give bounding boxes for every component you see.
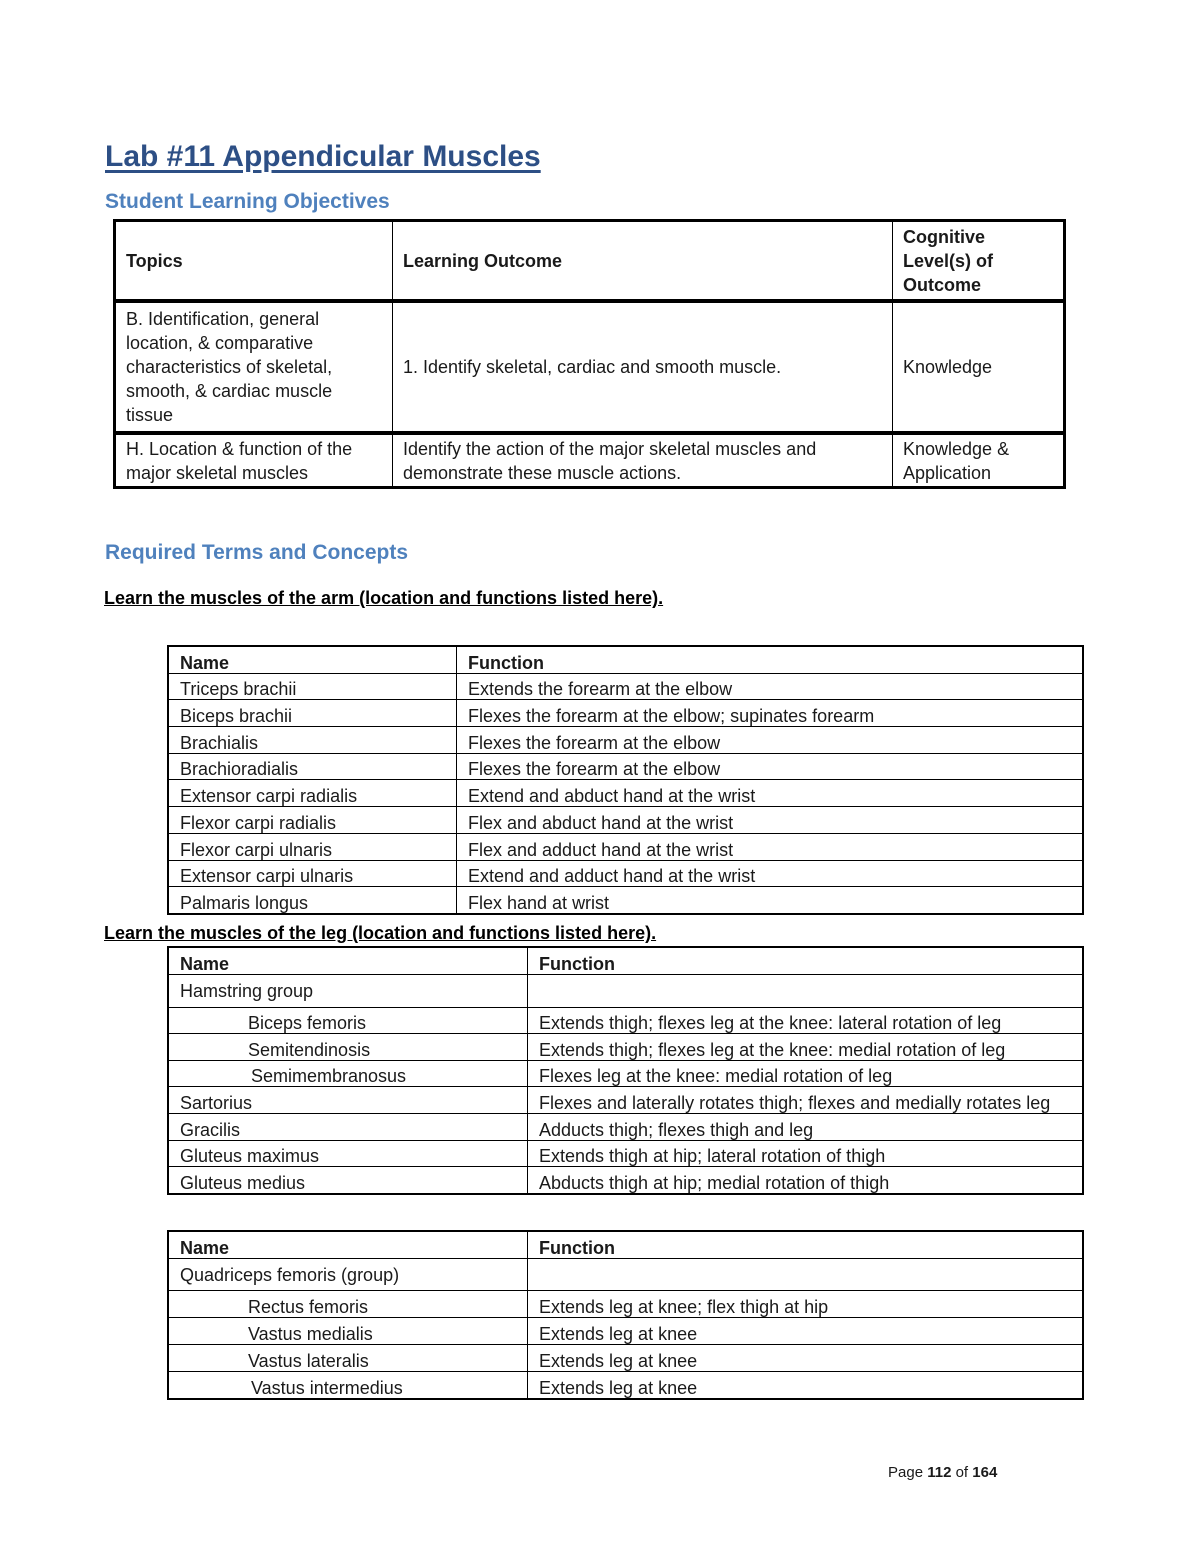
group-row xyxy=(168,1259,1083,1291)
of-word: of xyxy=(955,1464,969,1481)
header-function: Function xyxy=(457,646,1084,673)
table-row xyxy=(168,1167,1083,1194)
total-pages: 164 xyxy=(972,1464,998,1481)
muscle-name: Flexor carpi radialis xyxy=(168,807,457,834)
muscle-function: Extends leg at knee xyxy=(528,1345,1084,1372)
muscle-function: Extend and abduct hand at the wrist xyxy=(457,780,1084,807)
muscle-name: Vastus lateralis xyxy=(168,1345,528,1372)
level-cell: Knowledge xyxy=(893,301,1065,433)
topic-cell: H. Location & function of the major skeletal muscles xyxy=(115,433,393,488)
header-name: Name xyxy=(168,947,528,974)
table-row xyxy=(168,1345,1083,1372)
muscle-function: Flexes the forearm at the elbow; supinates forearm xyxy=(457,700,1084,727)
table-row xyxy=(168,860,1083,887)
objectives-table xyxy=(113,219,1066,489)
muscle-name: Extensor carpi ulnaris xyxy=(168,860,457,887)
table-row xyxy=(115,433,1065,488)
table-header-row xyxy=(168,947,1083,974)
table-row xyxy=(168,1291,1083,1318)
muscle-function: Flexes the forearm at the elbow xyxy=(457,753,1084,780)
arm-instruction: Learn the muscles of the arm (location and functions listed here). xyxy=(104,588,664,608)
table-row xyxy=(168,1140,1083,1167)
group-function-empty xyxy=(528,1259,1084,1291)
required-terms-heading: Required Terms and Concepts xyxy=(105,541,409,564)
table-row xyxy=(168,1060,1083,1087)
header-cognitive-level: Cognitive Level(s) of Outcome xyxy=(893,221,1065,302)
muscle-name: Palmaris longus xyxy=(168,887,457,914)
objectives-heading: Student Learning Objectives xyxy=(105,190,390,213)
table-row xyxy=(168,727,1083,754)
page-title: Lab #11 Appendicular Muscles xyxy=(105,140,541,173)
table-row xyxy=(168,807,1083,834)
table-row xyxy=(115,301,1065,433)
table-header-row xyxy=(168,646,1083,673)
quadriceps-table xyxy=(167,1230,1084,1400)
muscle-function: Flex and adduct hand at the wrist xyxy=(457,833,1084,860)
page-number xyxy=(888,1464,997,1481)
group-function-empty xyxy=(528,974,1084,1007)
table-row xyxy=(168,673,1083,700)
muscle-function: Extends leg at knee; flex thigh at hip xyxy=(528,1291,1084,1318)
header-topics: Topics xyxy=(115,221,393,302)
table-row xyxy=(168,1318,1083,1345)
page-word: Page xyxy=(888,1464,924,1481)
muscle-name: Biceps femoris xyxy=(168,1007,528,1034)
muscle-function: Extends thigh; flexes leg at the knee: lateral rotation of leg xyxy=(528,1007,1084,1034)
muscle-function: Flex hand at wrist xyxy=(457,887,1084,914)
table-header-row xyxy=(115,221,1065,302)
muscle-function: Extends leg at knee xyxy=(528,1318,1084,1345)
muscle-function: Extends the forearm at the elbow xyxy=(457,673,1084,700)
muscle-name: Gracilis xyxy=(168,1113,528,1140)
table-row xyxy=(168,1372,1083,1400)
outcome-cell: Identify the action of the major skeletal muscles and demonstrate these muscle actions. xyxy=(393,433,893,488)
table-row xyxy=(168,1007,1083,1034)
leg-muscles-table xyxy=(167,946,1084,1195)
muscle-name: Triceps brachii xyxy=(168,673,457,700)
group-name: Hamstring group xyxy=(168,974,528,1007)
header-function: Function xyxy=(528,947,1084,974)
muscle-name: Brachioradialis xyxy=(168,753,457,780)
table-row xyxy=(168,1113,1083,1140)
muscle-name: Gluteus medius xyxy=(168,1167,528,1194)
muscle-function: Abducts thigh at hip; medial rotation of thigh xyxy=(528,1167,1084,1194)
muscle-function: Extends thigh; flexes leg at the knee: medial rotation of leg xyxy=(528,1034,1084,1061)
muscle-function: Adducts thigh; flexes thigh and leg xyxy=(528,1113,1084,1140)
muscle-function: Flexes and laterally rotates thigh; flexes and medially rotates leg xyxy=(528,1087,1084,1114)
leg-instruction: Learn the muscles of the leg (location and functions listed here). xyxy=(104,923,657,943)
table-row xyxy=(168,887,1083,914)
muscle-function: Flexes the forearm at the elbow xyxy=(457,727,1084,754)
topic-cell: B. Identification, general location, & comparative characteristics of skeletal, smooth, & cardiac muscle tissue xyxy=(115,301,393,433)
table-row xyxy=(168,700,1083,727)
muscle-name: Semitendinosis xyxy=(168,1034,528,1061)
header-learning-outcome: Learning Outcome xyxy=(393,221,893,302)
muscle-name: Gluteus maximus xyxy=(168,1140,528,1167)
table-row xyxy=(168,753,1083,780)
muscle-function: Extends thigh at hip; lateral rotation of thigh xyxy=(528,1140,1084,1167)
table-header-row xyxy=(168,1231,1083,1259)
level-cell: Knowledge & Application xyxy=(893,433,1065,488)
header-name: Name xyxy=(168,646,457,673)
muscle-function: Extend and adduct hand at the wrist xyxy=(457,860,1084,887)
muscle-name: Vastus medialis xyxy=(168,1318,528,1345)
muscle-function: Flex and abduct hand at the wrist xyxy=(457,807,1084,834)
header-function: Function xyxy=(528,1231,1084,1259)
muscle-name: Biceps brachii xyxy=(168,700,457,727)
muscle-name: Rectus femoris xyxy=(168,1291,528,1318)
table-row xyxy=(168,833,1083,860)
group-row xyxy=(168,974,1083,1007)
muscle-name: Flexor carpi ulnaris xyxy=(168,833,457,860)
group-name: Quadriceps femoris (group) xyxy=(168,1259,528,1291)
table-row xyxy=(168,780,1083,807)
muscle-name: Brachialis xyxy=(168,727,457,754)
current-page: 112 xyxy=(927,1464,952,1481)
outcome-cell: 1. Identify skeletal, cardiac and smooth muscle. xyxy=(393,301,893,433)
header-name: Name xyxy=(168,1231,528,1259)
muscle-name: Extensor carpi radialis xyxy=(168,780,457,807)
muscle-function: Flexes leg at the knee: medial rotation of leg xyxy=(528,1060,1084,1087)
table-row xyxy=(168,1034,1083,1061)
arm-muscles-table xyxy=(167,645,1084,915)
muscle-name: Semimembranosus xyxy=(168,1060,528,1087)
table-row xyxy=(168,1087,1083,1114)
muscle-function: Extends leg at knee xyxy=(528,1372,1084,1400)
muscle-name: Sartorius xyxy=(168,1087,528,1114)
muscle-name: Vastus intermedius xyxy=(168,1372,528,1400)
